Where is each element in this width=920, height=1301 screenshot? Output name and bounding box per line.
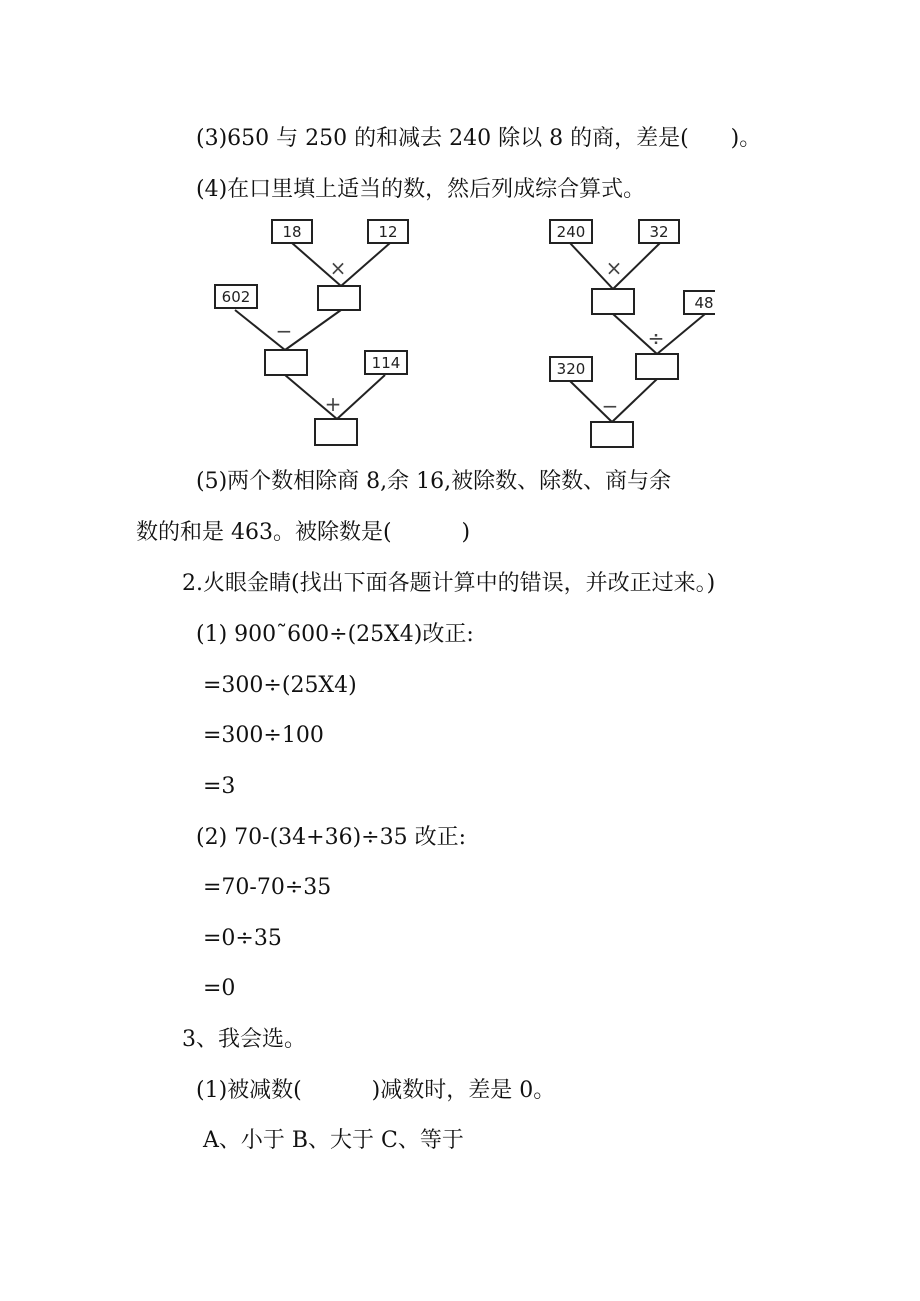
left-right-value: 114: [371, 354, 401, 372]
right-left-value: 320: [556, 360, 586, 378]
right-minus-sign: −: [601, 394, 619, 418]
right-divide-sign: ÷: [647, 326, 665, 350]
left-minus-sign: −: [275, 319, 293, 343]
question-2-1-step-1: =300÷(25X4): [203, 673, 357, 698]
question-3-1: (1)被减数( )减数时，差是 0。: [196, 1078, 556, 1103]
right-result-blank-box[interactable]: [591, 422, 633, 447]
left-difference-blank-box[interactable]: [265, 350, 307, 375]
question-3-1-options: A、小于 B、大于 C、等于: [203, 1128, 464, 1153]
left-product-blank-box[interactable]: [318, 286, 360, 310]
question-2-2-step-2: =0÷35: [203, 926, 282, 951]
question-2-1: (1) 900˜600÷(25X4)改正:: [196, 622, 474, 647]
right-top-value-a: 240: [556, 223, 586, 241]
question-1-3: (3)650 与 250 的和减去 240 除以 8 的商，差是( )。: [196, 126, 762, 151]
question-2-1-step-3: =3: [203, 774, 236, 799]
right-top-value-b: 32: [649, 223, 669, 241]
question-2-2-step-1: =70-70÷35: [203, 875, 332, 900]
right-quotient-blank-box[interactable]: [636, 354, 678, 379]
right-side-value: 48: [694, 294, 714, 312]
question-3-title: 3、我会选。: [182, 1027, 306, 1052]
tree-diagrams-svg: [210, 212, 715, 452]
left-multiply-sign: ×: [329, 256, 347, 280]
right-multiply-sign: ×: [605, 256, 623, 280]
left-side-value: 602: [221, 288, 251, 306]
question-1-5-line-2: 数的和是 463。被除数是( ): [136, 520, 471, 545]
question-2-title: 2.火眼金睛(找出下面各题计算中的错误，并改正过来。): [182, 571, 716, 596]
left-result-blank-box[interactable]: [315, 419, 357, 445]
question-2-2: (2) 70-(34+36)÷35 改正:: [196, 825, 467, 850]
left-top-value-a: 18: [282, 223, 302, 241]
question-2-2-step-3: =0: [203, 976, 236, 1001]
left-top-value-b: 12: [378, 223, 398, 241]
calculation-tree-diagrams: [210, 212, 715, 452]
right-tree: [550, 220, 715, 447]
question-1-5-line-1: (5)两个数相除商 8,余 16,被除数、除数、商与余: [196, 469, 672, 494]
question-1-4: (4)在口里填上适当的数，然后列成综合算式。: [196, 177, 646, 202]
right-product-blank-box[interactable]: [592, 289, 634, 314]
left-plus-sign: +: [324, 392, 342, 416]
question-2-1-step-2: =300÷100: [203, 723, 324, 748]
